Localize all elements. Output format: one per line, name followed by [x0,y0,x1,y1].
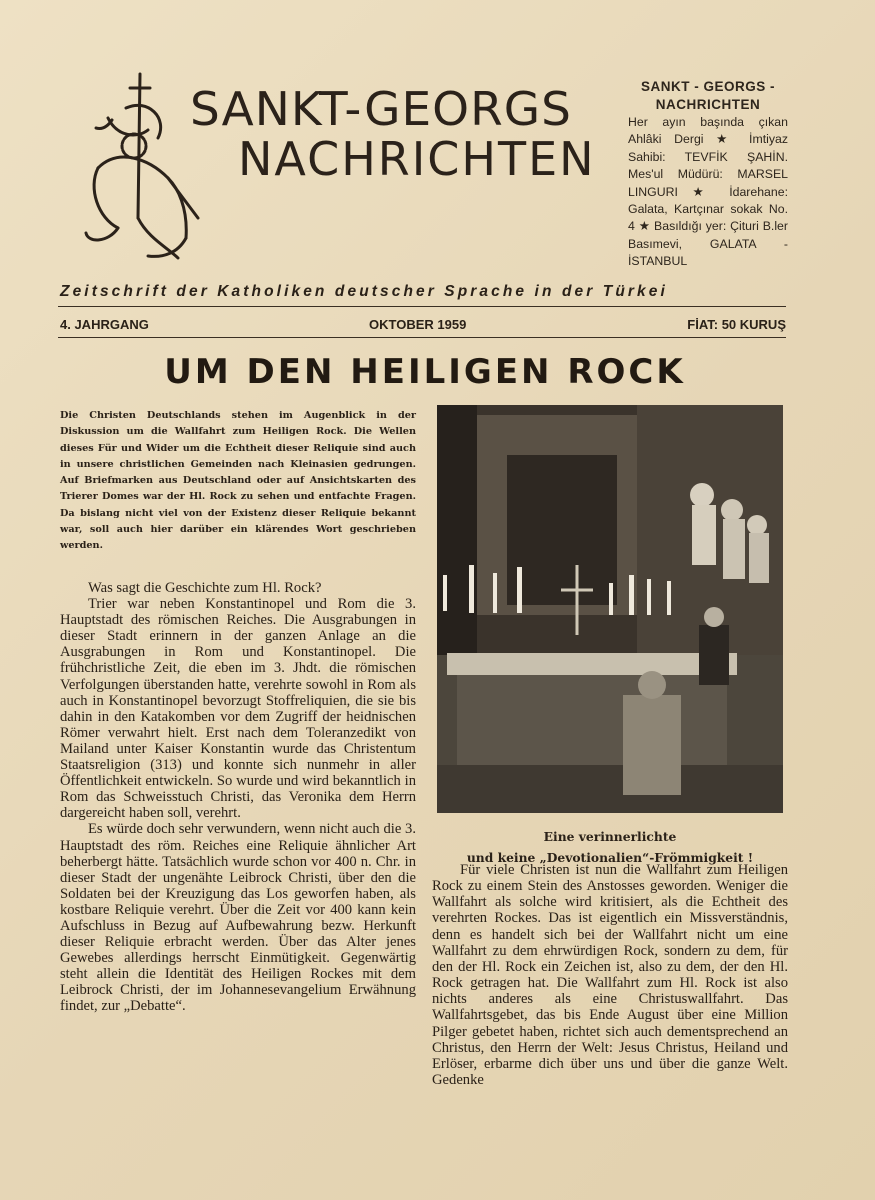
photo-caption-line2: und keine „Devotionalien“-Frömmigkeit ! [466,850,754,865]
imprint-box [628,78,788,271]
masthead [190,82,620,186]
article-paragraph: Es würde doch sehr verwundern, wenn nicht auch die 3. Hauptstadt des röm. Reiches eine Reliquie ähnlicher Art beherbergt hätte. Tatsächlich wurde schon vor 400 n. Chr. in dieser Stadt der ungenähte Leibrock Christi, über den die Soldaten bei der Kreuzigung das Los geworfen haben, als kostbare Reliquie verehrt. Über die Zeit vor 400 kann kein Aufschluss in Bezug auf Aufbewahrung bezw. Herkunft dieser Reliquie erbracht werden. Über das Alter jenes Gewebes allerdings herrscht Einmütigkeit. Gegenwärtig steht allein die Identität des Heiligen Rockes mit dem Leibrock Christi, der im Johannesevangelium Erwähnung findet, zur „Debatte“. [60,821,416,1015]
publication-subtitle: Zeitschrift der Katholiken deutscher Sprache in der Türkei [60,283,668,300]
altar-photo [437,405,783,813]
issue-date: OKTOBER 1959 [369,317,467,332]
st-george-dragon-emblem-icon [78,68,208,268]
photo-caption-line1: Eine verinnerlichte [543,829,677,844]
volume-label: 4. JAHRGANG [60,317,149,332]
imprint-title: SANKT - GEORGS - NACHRICHTEN [640,79,775,112]
header-rule-bottom [58,337,786,338]
issue-info-bar [58,317,786,335]
masthead-title-line2: NACHRICHTEN [238,132,596,186]
price-label: FİAT: 50 KURUŞ [687,317,786,332]
altar-photo-image [437,405,783,813]
article-headline: UM DEN HEILIGEN ROCK [164,352,686,392]
article-paragraph: Für viele Christen ist nun die Wallfahrt zum Heiligen Rock zu einem Stein des Anstosses geworden. Weniger die Wallfahrt als solche wird kritisiert, als die Echtheit des verehrten Rockes. Das ist eigentlich ein Missverständnis, denn es handelt sich bei der Wallfahrt nicht um eine Wallfahrt zu dem ehrwürdigen Rock, sondern zu dem, für den der Hl. Rock ein Zeichen ist, also zu dem, der den Hl. Rock getragen hat. Die Wallfahrt zum Hl. Rock ist also nichts anderes als eine Christuswallfahrt. Das Wallfahrtsgebet, das bis Ende August über eine Million Pilger gebetet haben, richtet sich auch dementsprechend an Christus, den Herrn der Welt: Jesus Christus, Heiland und Erlöser, erbarme dich über uns und über die ganze Welt. Gedenke [432,862,788,1089]
article-column-left [60,580,416,1015]
article-paragraph: Was sagt die Geschichte zum Hl. Rock? [88,580,322,596]
imprint-text: Her ayın başında çıkan Ahlâki Dergi ★ İmtiyaz Sahibi: TEVFİK ŞAHİN. Mes'ul Müdürü: MARSEL LINGURI ★ İdarehane: Galata, Kartçınar sokak No. 4 ★ Basıldığı yer: Çituri B.ler Basımevi, GALATA - İSTANBUL [628,115,788,269]
article-intro: Die Christen Deutschlands stehen im Augenblick in der Diskussion um die Wallfahrt zum Heiligen Rock. Die Wellen dieses Für und Wider um die Echtheit dieser Reliquie sind auch in unsere christlichen Gemeinden nach Kleinasien gedrungen. Auf Briefmarken aus Deutschland oder auf Ansichtskarten des Trierer Domes war der Hl. Rock zu sehen und entfachte Fragen. Da bislang nicht viel von der Existenz dieser Reliquie bekannt war, soll auch hier darüber ein klärendes Wort geschrieben werden. [60,410,416,552]
article-column-right [432,862,788,1088]
header-rule-top [58,306,786,307]
article-paragraph: Trier war neben Konstantinopel und Rom die 3. Hauptstadt des römischen Reiches. Die Ausgrabungen in dieser Stadt erinnern in der ganzen Anlage an die Ausgrabungen in Rom und Konstantinopel. Die frühchristliche Zeit, die eben im 3. Jhdt. die römischen Verfolgungen überstanden hatte, verehrte sowohl in Rom als auch in Konstantinopel bevorzugt Stoffreliquien, die sie bis dahin in den Katakomben vor dem Zugriff der heidnischen Römer verwahrt hielt. Erst nach dem Toleranzedikt von Mailand unter Kaiser Konstantin wurde das Christentum Staatsreligion (313) und konnte sich nunmehr in aller Öffentlichkeit entwickeln. So wurde und wird bekanntlich in Rom das Schweisstuch Christi, das Veronika dem Herrn dargereicht haben soll, verehrt. [60,596,416,822]
masthead-title-line1: SANKT-GEORGS [190,82,572,136]
